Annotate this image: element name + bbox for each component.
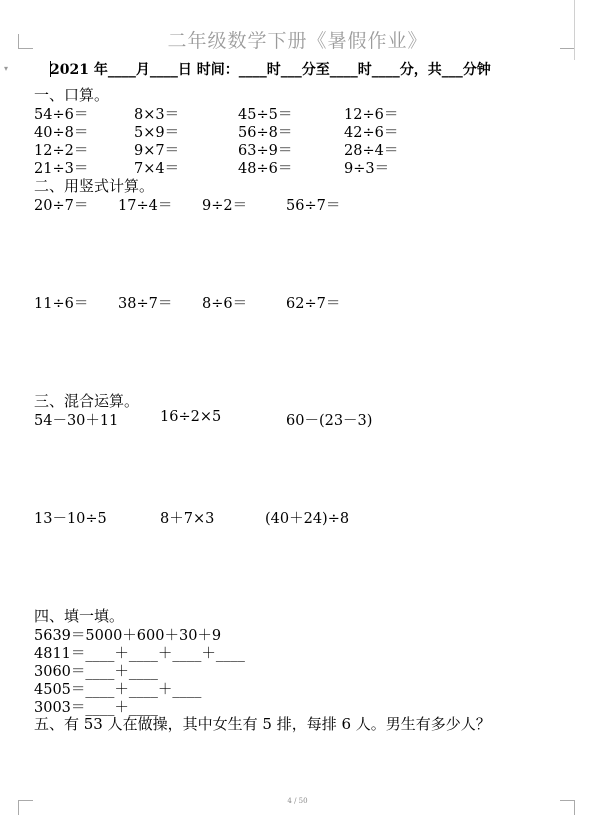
vertical-calc-item: 11÷6＝ <box>34 296 89 312</box>
fill-in-line: 3003＝____＋____ <box>34 700 158 716</box>
fill-in-line: 3060＝____＋____ <box>34 664 158 680</box>
date-time-line: 2021 年____月____日 时间：____时___分至____时____分，共___分钟 <box>50 62 491 78</box>
oral-calc-item: 45÷5＝ <box>238 107 293 123</box>
vertical-calc-item: 56÷7＝ <box>286 198 341 214</box>
oral-calc-item: 54÷6＝ <box>34 107 89 123</box>
oral-calc-item: 7×4＝ <box>134 161 180 177</box>
mixed-calc-item: (40＋24)÷8 <box>265 511 350 527</box>
section-2-heading: 二、用竖式计算。 <box>34 177 155 195</box>
oral-calc-item: 21÷3＝ <box>34 161 89 177</box>
vertical-calc-item: 62÷7＝ <box>286 296 341 312</box>
section-4-heading: 四、填一填。 <box>34 607 125 625</box>
oral-calc-item: 12÷2＝ <box>34 143 89 159</box>
oral-calc-item: 12÷6＝ <box>344 107 399 123</box>
section-3-heading: 三、混合运算。 <box>34 392 140 410</box>
mixed-calc-item: 54－30＋11 <box>34 413 119 429</box>
page-title: 二年级数学下册《暑假作业》 <box>167 30 428 52</box>
mixed-calc-item: 60－(23－3) <box>286 413 373 429</box>
vertical-calc-item: 8÷6＝ <box>202 296 248 312</box>
oral-calc-item: 5×9＝ <box>134 125 180 141</box>
section-1-heading: 一、口算。 <box>34 86 110 104</box>
mixed-calc-item: 16÷2×5 <box>160 409 222 425</box>
oral-calc-item: 40÷8＝ <box>34 125 89 141</box>
vertical-calc-item: 9÷2＝ <box>202 198 248 214</box>
vertical-calc-item: 38÷7＝ <box>118 296 173 312</box>
section-5-question: 五、有 53 人在做操，其中女生有 5 排，每排 6 人。男生有多少人？ <box>34 715 491 733</box>
mixed-calc-item: 13－10÷5 <box>34 511 107 527</box>
fill-in-line: 4811＝____＋____＋____＋____ <box>34 646 245 662</box>
mixed-calc-item: 8＋7×3 <box>160 511 215 527</box>
oral-calc-item: 42÷6＝ <box>344 125 399 141</box>
oral-calc-item: 28÷4＝ <box>344 143 399 159</box>
vertical-calc-item: 17÷4＝ <box>118 198 173 214</box>
oral-calc-item: 56÷8＝ <box>238 125 293 141</box>
oral-calc-item: 8×3＝ <box>134 107 180 123</box>
fill-in-line: 4505＝____＋____＋____ <box>34 682 202 698</box>
oral-calc-item: 63÷9＝ <box>238 143 293 159</box>
vertical-calc-item: 20÷7＝ <box>34 198 89 214</box>
collapse-arrow-icon[interactable]: ▾ <box>4 64 9 73</box>
oral-calc-item: 48÷6＝ <box>238 161 293 177</box>
fill-in-line: 5639＝5000＋600＋30＋9 <box>34 628 222 644</box>
oral-calc-item: 9÷3＝ <box>344 161 390 177</box>
oral-calc-item: 9×7＝ <box>134 143 180 159</box>
page-number: 4 / 50 <box>287 797 308 805</box>
